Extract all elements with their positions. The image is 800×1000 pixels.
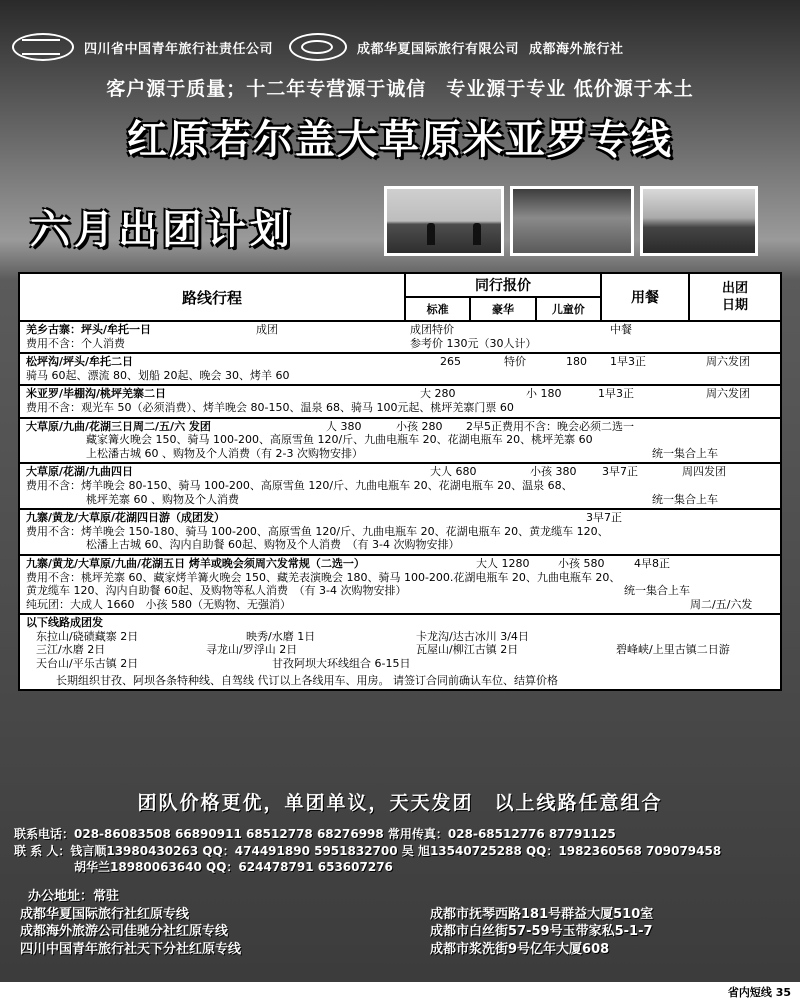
header-deluxe: 豪华 [471, 298, 536, 320]
table-row: 松坪沟/坪头/牟托二日 265 特价 180 1早3正 周六发团 骑马 60起、漂流 80、划船 20起、晚会 30、烤羊 60 [20, 354, 780, 386]
table-row: 羌乡古寨：坪头/牟托一日 成团 成团特价 中餐 费用不含：个人消费 参考价 130元（30人计） [20, 322, 780, 354]
contact-phone: 联系电话：028-86083508 66890911 68512778 68276998 常用传真：028-68512776 87791125 [14, 827, 616, 841]
company-banner [0, 30, 800, 64]
itinerary-table [18, 272, 782, 691]
address-row: 四川中国青年旅行社天下分社红原专线 成都市浆洗街9号亿年大厦608 [20, 941, 610, 957]
table-row: 以下线路成团发 东拉山/硗碛藏寨 2日 映秀/水磨 1日 卡龙沟/达古冰川 3/4日 三江/水磨 2日 寻龙山/罗浮山 2日 瓦屋山/柳江古镇 2日 碧峰峡/上里古镇二日游 天台山/平乐古镇 2日 甘孜阿坝大环线组合 6-15日 长期组织甘孜、阿坝各条特种线、自驾线 代订以上各线用车、用房。 请签订合同前确认车位、结算价格 [26, 616, 730, 687]
route-name: 大草原/九曲/花湖三日周二/五/六 发团 [26, 419, 211, 433]
header-price: 同行报价 [406, 274, 600, 298]
footer-strip [0, 982, 800, 1000]
header-meal: 用餐 [602, 274, 690, 320]
river-meander-photo [510, 186, 634, 256]
page-footer: 省内短线 35 [725, 984, 794, 1000]
table-row: 大草原/花湖/九曲四日 大人 680 小孩 380 3早7正 周四发团 费用不含：烤羊晚会 80-150、骑马 100-200、高原雪鱼 120/斤、九曲电瓶车 20、花湖电瓶车 20、温泉 68、 桃坪羌寨 60 、购物及个人消费 统一集合上车 [20, 464, 780, 510]
company-name-3: 成都海外旅行社 [529, 41, 624, 57]
header-price-group [406, 274, 602, 320]
address-title: 办公地址：常驻 [28, 889, 120, 904]
route-name: 九寨/黄龙/大草原/花湖四日游（成团发） [26, 511, 226, 525]
header-route: 路线行程 [20, 274, 406, 320]
contact-block [14, 826, 786, 876]
promo-banner: 团队价格更优，单团单议，天天发团 以上线路任意组合 [137, 792, 663, 814]
horse-riding-photo [384, 186, 504, 256]
route-name: 米亚罗/毕棚沟/桃坪羌寨二日 [26, 387, 167, 401]
table-header [20, 274, 780, 322]
address-row: 成都华夏国际旅行社红原专线 成都市抚琴西路181号群益大厦510室 [20, 906, 654, 922]
route-name: 九寨/黄龙/大草原/九曲/花湖五日 烤羊或晚会须周六发常规（二选一） [26, 556, 365, 570]
company-name-2: 成都华夏国际旅行有限公司 [357, 41, 520, 57]
contact-people: 联 系 人：钱言顺13980430263 QQ：474491890 5951832700 吴 旭13540725288 QQ：1982360568 709079458 [14, 843, 722, 858]
table-row: 九寨/黄龙/大草原/九曲/花湖五日 烤羊或晚会须周六发常规（二选一） 大人 1280 小孩 580 4早8正 费用不含：桃坪羌寨 60、藏家烤羊篝火晚会 150、藏羌表演晚会 180、骑马 100-200.花湖电瓶车 20、九曲电瓶车 20、 黄龙缆车 120、沟内自助餐 60起、及购物等私人消费 （有 3-4 次购物安排） 统一集合上车 纯玩团：大成人 1660 小孩 580（无购物、无强消） 周二/五/六发 [20, 556, 780, 615]
route-name: 大草原/花湖/九曲四日 [26, 465, 134, 479]
route-name: 羌乡古寨：坪头/牟托一日 [26, 323, 152, 336]
plan-title: 六月出团计划 [30, 207, 294, 253]
header-date: 出团 日期 [721, 281, 748, 313]
header-child: 儿童价 [551, 303, 585, 316]
route-name: 松坪沟/坪头/牟托二日 [26, 355, 134, 369]
table-row: 九寨/黄龙/大草原/花湖四日游（成团发） 3早7正 费用不含：烤羊晚会 150-180、骑马 100-200、高原雪鱼 120/斤、九曲电瓶车 20、花湖电瓶车 20、黄龙缆车 120、 松潘上古城 60、沟内自助餐 60起、购物及个人消费 （有 3-4 次购物安排） [20, 510, 780, 556]
cyts-logo-icon [12, 33, 74, 61]
grassland-photo [640, 186, 758, 256]
table-row: 大草原/九曲/花湖三日周二/五/六 发团 人 380 小孩 280 2早5正费用不含：晚会必须二选一 藏家篝火晚会 150、骑马 100-200、高原雪鱼 120/斤、九曲电瓶车 20、花湖电瓶车 20、桃坪羌寨 60 上松潘古城 60 、购物及个人消费（有 2-3 次购物安排） 统一集合上车 [20, 419, 780, 465]
huaxia-logo-icon [289, 33, 347, 61]
route-name: 以下线路成团发 [26, 616, 103, 630]
header-standard: 标准 [406, 298, 471, 320]
table-row: 米亚罗/毕棚沟/桃坪羌寨二日 大 280 小 180 1早3正 周六发团 费用不含：观光车 50（必须消费）、烤羊晚会 80-150、温泉 68、骑马 100元起、桃坪羌寨门票 60 [20, 386, 780, 418]
contact-people-2: 胡华兰18980063640 QQ：624478791 653607276 [74, 860, 393, 874]
address-block [20, 888, 790, 958]
address-row: 成都海外旅游公司佳驰分社红原专线 成都市白丝街57-59号玉带家私5-1-7 [20, 924, 653, 939]
main-title: 红原若尔盖大草原米亚罗专线 [127, 117, 673, 163]
slogan: 客户源于质量；十二年专营源于诚信 专业源于专业 低价源于本土 [106, 78, 694, 100]
company-name-1: 四川省中国青年旅行社责任公司 [84, 41, 274, 57]
